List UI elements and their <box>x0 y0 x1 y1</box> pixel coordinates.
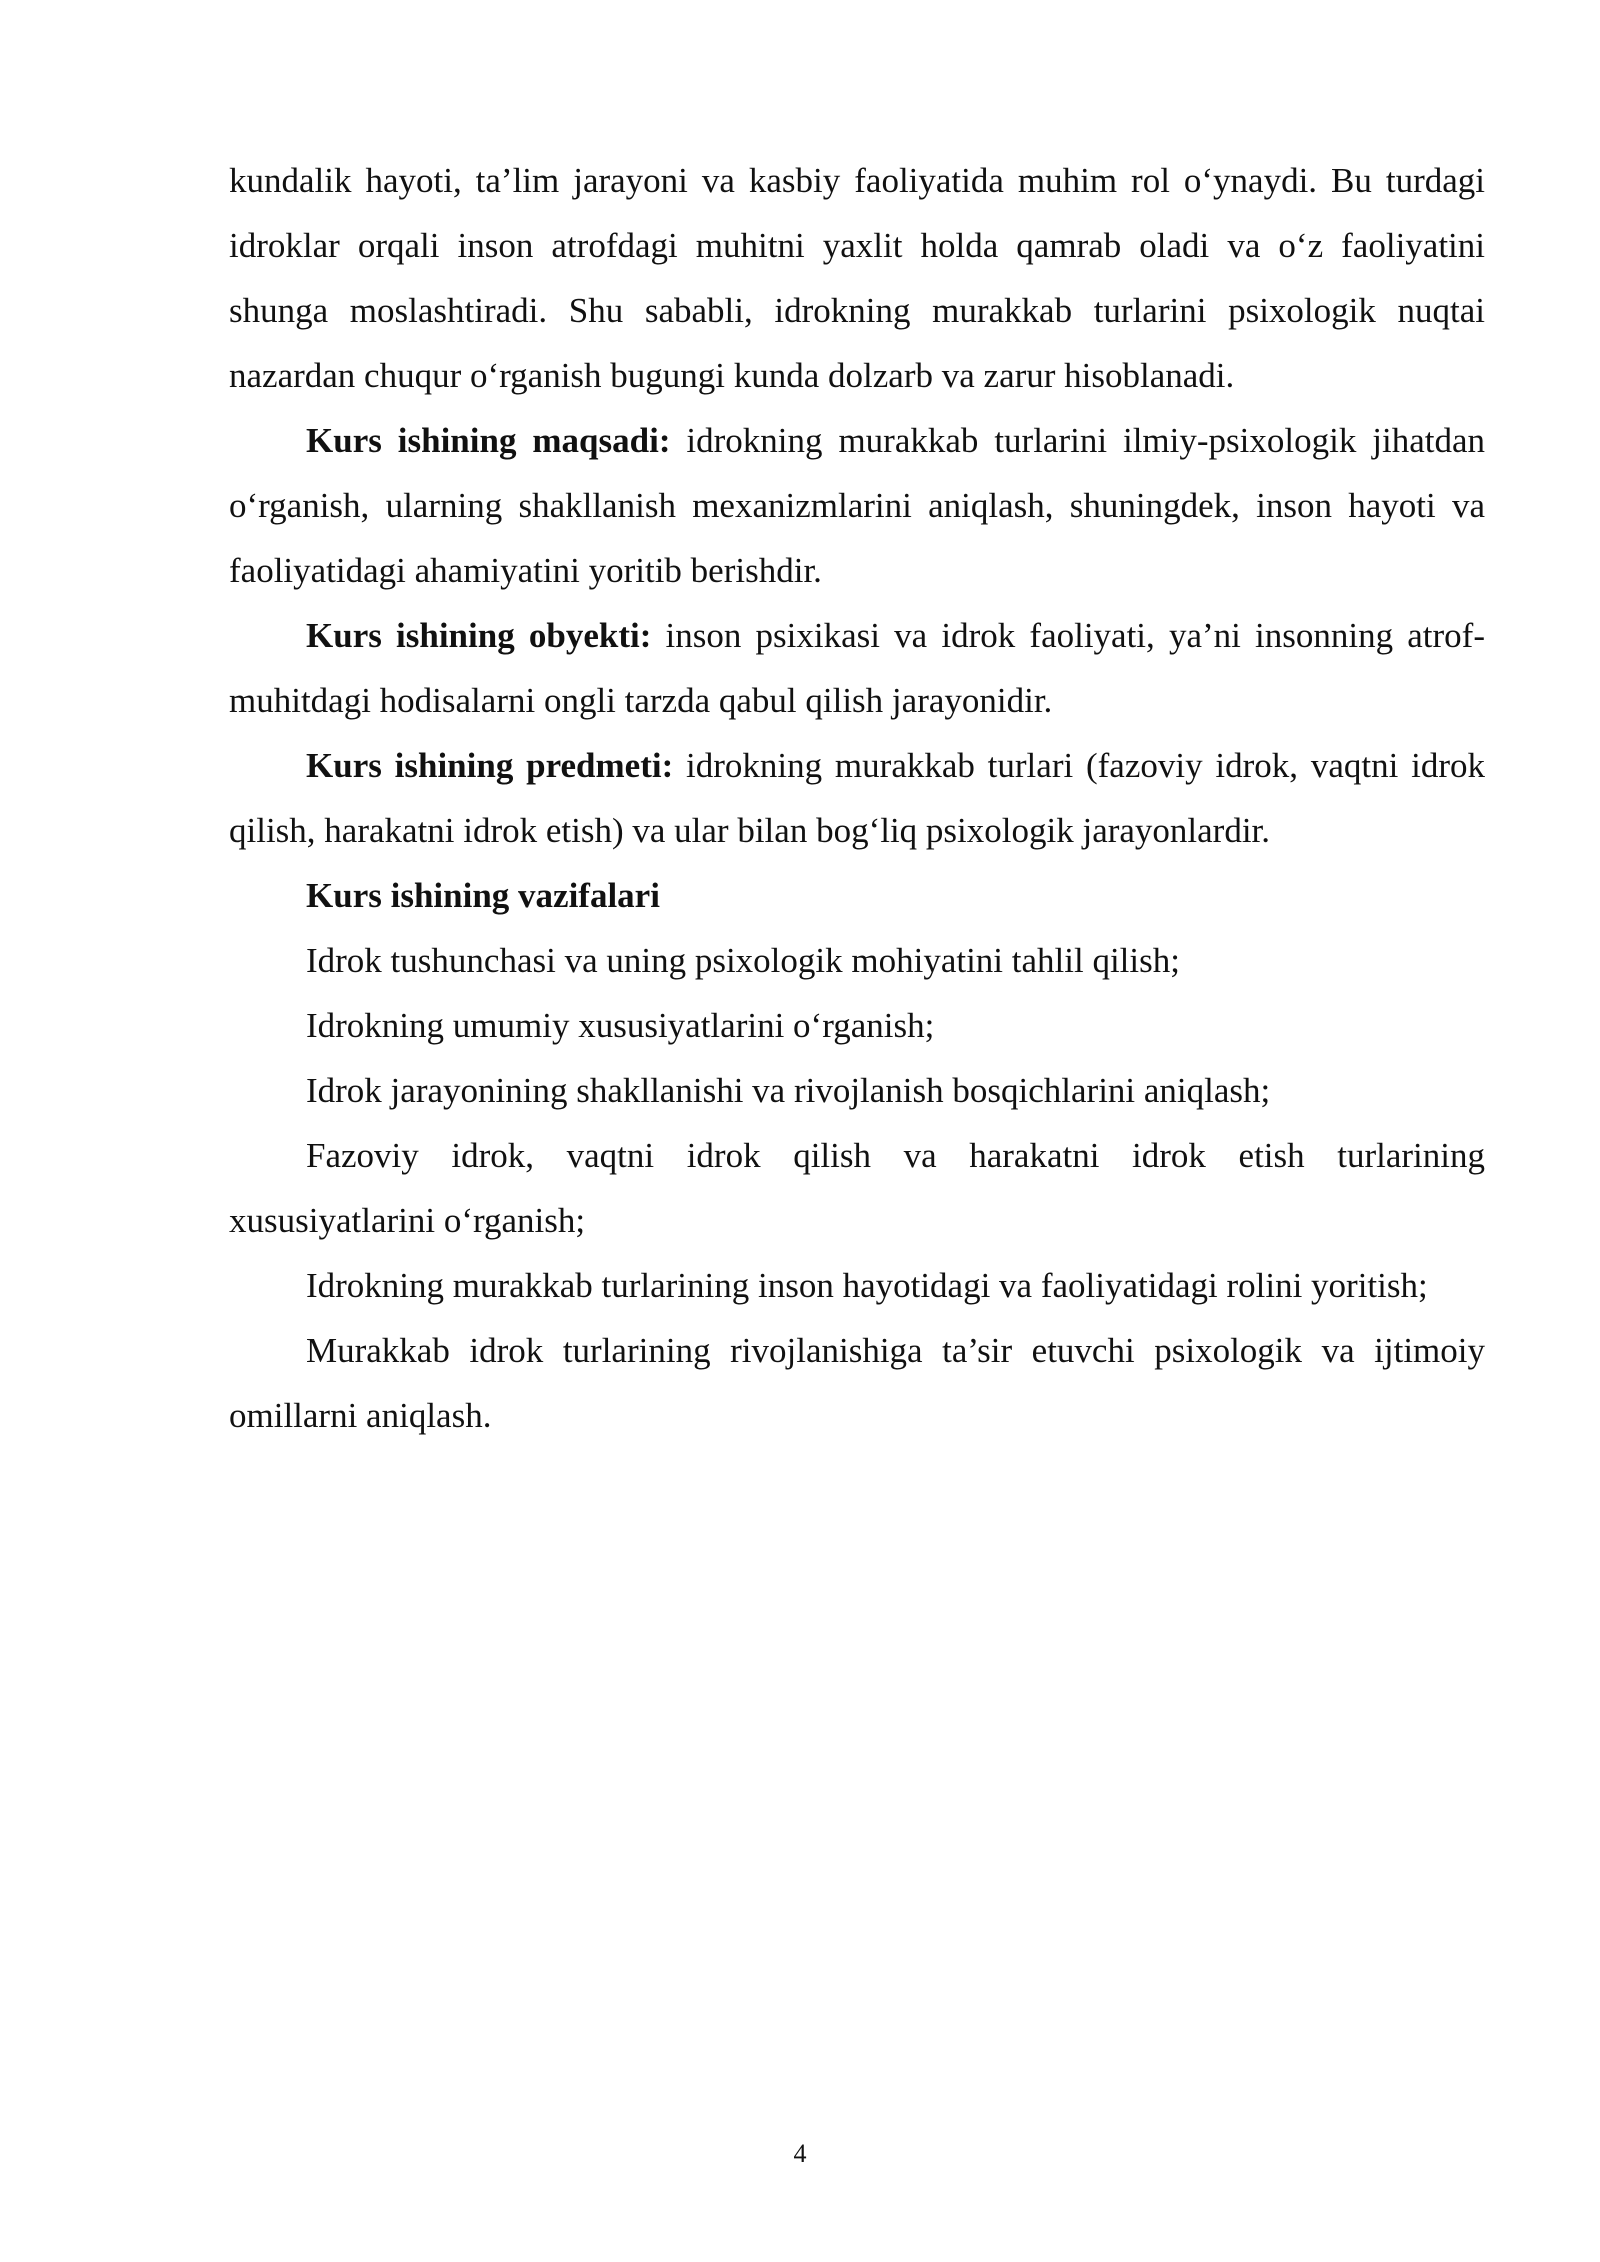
task-item: Murakkab idrok turlarining rivojlanishiga ta’sir etuvchi psixologik va ijtimoiy omillarni aniqlash. <box>229 1331 1485 1435</box>
task-item: Idrokning murakkab turlarining inson hayotidagi va faoliyatidagi rolini yoritish; <box>306 1266 1428 1305</box>
subject-label: Kurs ishining predmeti: <box>306 746 674 785</box>
goal-paragraph <box>229 408 1485 603</box>
subject-text: idrokning murakkab turlari (fazoviy idrok, vaqtni idrok qilish, harakatni idrok etish) va ular bilan bog‘liq psixologik jarayonlardir. <box>229 746 1485 850</box>
goal-label: Kurs ishining maqsadi: <box>306 421 671 460</box>
object-label: Kurs ishining obyekti: <box>306 616 652 655</box>
object-text: inson psixikasi va idrok faoliyati, ya’ni insonning atrof-muhitdagi hodisalarni ongli tarzda qabul qilish jarayonidir. <box>229 616 1485 720</box>
goal-text: idrokning murakkab turlarini ilmiy-psixologik jihatdan o‘rganish, ularning shakllanish mexanizmlarini aniqlash, shuningdek, inson hayoti va faoliyatidagi ahamiyatini yoritib berishdir. <box>229 421 1485 590</box>
page-number: 4 <box>793 2139 807 2168</box>
task-item: Idrok jarayonining shakllanishi va rivojlanish bosqichlarini aniqlash; <box>306 1071 1271 1110</box>
intro-paragraph: kundalik hayoti, ta’lim jarayoni va kasbiy faoliyatida muhim rol o‘ynaydi. Bu turdagi idroklar orqali inson atrofdagi muhitni yaxlit holda qamrab oladi va o‘z faoliyatini shunga moslashtiradi. Shu sababli, idrokning murakkab turlarini psixologik nuqtai nazardan chuqur o‘rganish bugungi kunda dolzarb va zarur hisoblanadi. <box>229 161 1485 395</box>
page-body <box>229 148 1485 1448</box>
subject-paragraph <box>229 733 1485 863</box>
task-item: Idrok tushunchasi va uning psixologik mohiyatini tahlil qilish; <box>306 941 1180 980</box>
object-paragraph <box>229 603 1485 733</box>
task-item: Fazoviy idrok, vaqtni idrok qilish va harakatni idrok etish turlarining xususiyatlarini o‘rganish; <box>229 1136 1485 1240</box>
tasks-heading: Kurs ishining vazifalari <box>306 876 660 915</box>
task-item: Idrokning umumiy xususiyatlarini o‘rganish; <box>306 1006 935 1045</box>
